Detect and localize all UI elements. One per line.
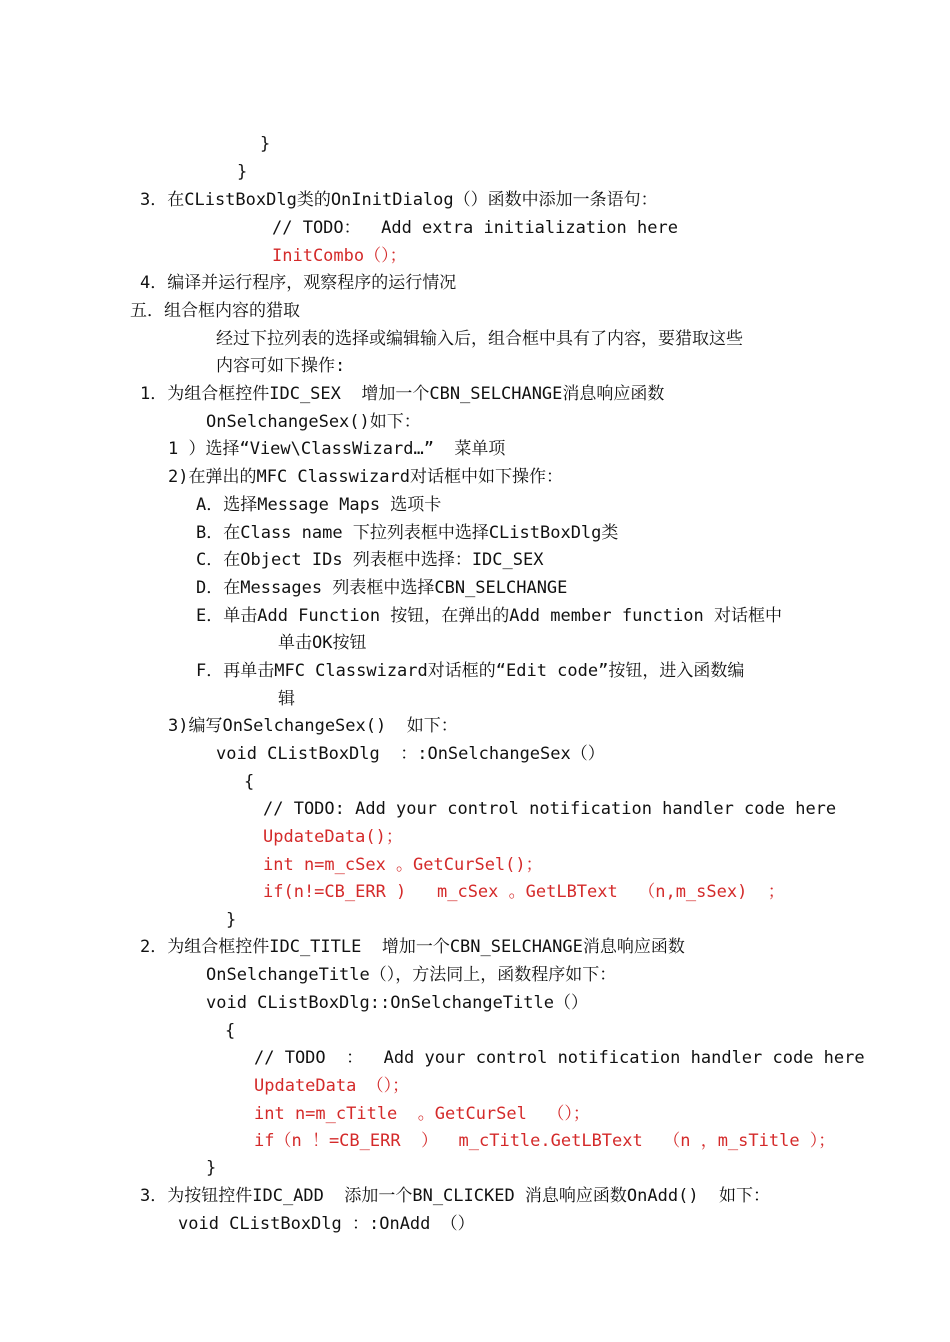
substep-line: 2)在弹出的MFC Classwizard对话框中如下操作： <box>168 467 563 487</box>
code-comment: // TODO: Add your control notification handler code here <box>263 799 837 819</box>
step-line: 2．为组合框控件IDC_TITLE 增加一个CBN_SELCHANGE消息响应函数 <box>140 937 685 957</box>
code-signature: void CListBoxDlg::OnSelchangeTitle（） <box>206 993 588 1013</box>
code-brace-close: } <box>226 910 237 930</box>
step-line: 3．为按钮控件IDC_ADD 添加一个BN_CLICKED 消息响应函数OnAdd() 如下： <box>140 1186 771 1206</box>
code-brace-close: } <box>237 162 248 182</box>
code-brace-close: } <box>260 134 271 154</box>
substep-item: F．再单击MFC Classwizard对话框的“Edit code”按钮，进入函数编 <box>196 661 745 681</box>
code-signature: void CListBoxDlg ：:OnAdd （） <box>178 1214 475 1234</box>
step-line: 1．为组合框控件IDC_SEX 增加一个CBN_SELCHANGE消息响应函数 <box>140 384 665 404</box>
section-heading: 五．组合框内容的猎取 <box>130 301 300 321</box>
paragraph-line: 经过下拉列表的选择或编辑输入后，组合框中具有了内容，要猎取这些 <box>216 329 743 349</box>
substep-line: 3)编写OnSelchangeSex() 如下： <box>168 716 458 736</box>
substep-item: B．在Class name 下拉列表框中选择CListBoxDlg类 <box>196 523 619 543</box>
code-statement: UpdateData （）； <box>254 1076 410 1096</box>
code-signature: void CListBoxDlg ：:OnSelchangeSex（） <box>216 744 605 764</box>
paragraph-line: 内容可如下操作: <box>216 356 346 376</box>
step-line: OnSelchangeTitle（），方法同上，函数程序如下： <box>206 965 617 985</box>
substep-item: 单击OK按钮 <box>278 633 367 653</box>
substep-item: D．在Messages 列表框中选择CBN_SELCHANGE <box>196 578 568 598</box>
code-comment: // TODO： Add extra initialization here <box>272 218 678 238</box>
step-line: 4．编译并运行程序，观察程序的运行情况 <box>140 273 457 293</box>
code-statement: UpdateData()； <box>263 827 403 847</box>
substep-item: 辑 <box>278 689 295 709</box>
code-brace-open: { <box>244 772 255 792</box>
substep-item: E．单击Add Function 按钮，在弹出的Add member function 对话框中 <box>196 606 782 626</box>
code-statement: if(n!=CB_ERR ) m_cSex 。GetLBText （n,m_sSex) ； <box>263 882 785 902</box>
step-line: 3．在CListBoxDlg类的OnInitDialog（）函数中添加一条语句： <box>140 190 658 210</box>
code-statement: int n=m_cSex 。GetCurSel()； <box>263 855 543 875</box>
code-comment: // TODO ： Add your control notification handler code here <box>254 1048 865 1068</box>
code-statement: int n=m_cTitle 。GetCurSel （）； <box>254 1104 590 1124</box>
substep-item: A．选择Message Maps 选项卡 <box>196 495 442 515</box>
code-statement: InitCombo（）； <box>272 246 407 266</box>
code-brace-open: { <box>225 1021 236 1041</box>
code-statement: if（n ！=CB_ERR ） m_cTitle.GetLBText （n ，m_sTitle ）； <box>254 1131 836 1151</box>
step-line: OnSelchangeSex()如下： <box>206 412 421 432</box>
substep-item: C．在Object IDs 列表框中选择：IDC_SEX <box>196 550 544 570</box>
code-brace-close: } <box>206 1158 217 1178</box>
substep-line: 1 ）选择“View\ClassWizard…” 菜单项 <box>168 439 506 459</box>
